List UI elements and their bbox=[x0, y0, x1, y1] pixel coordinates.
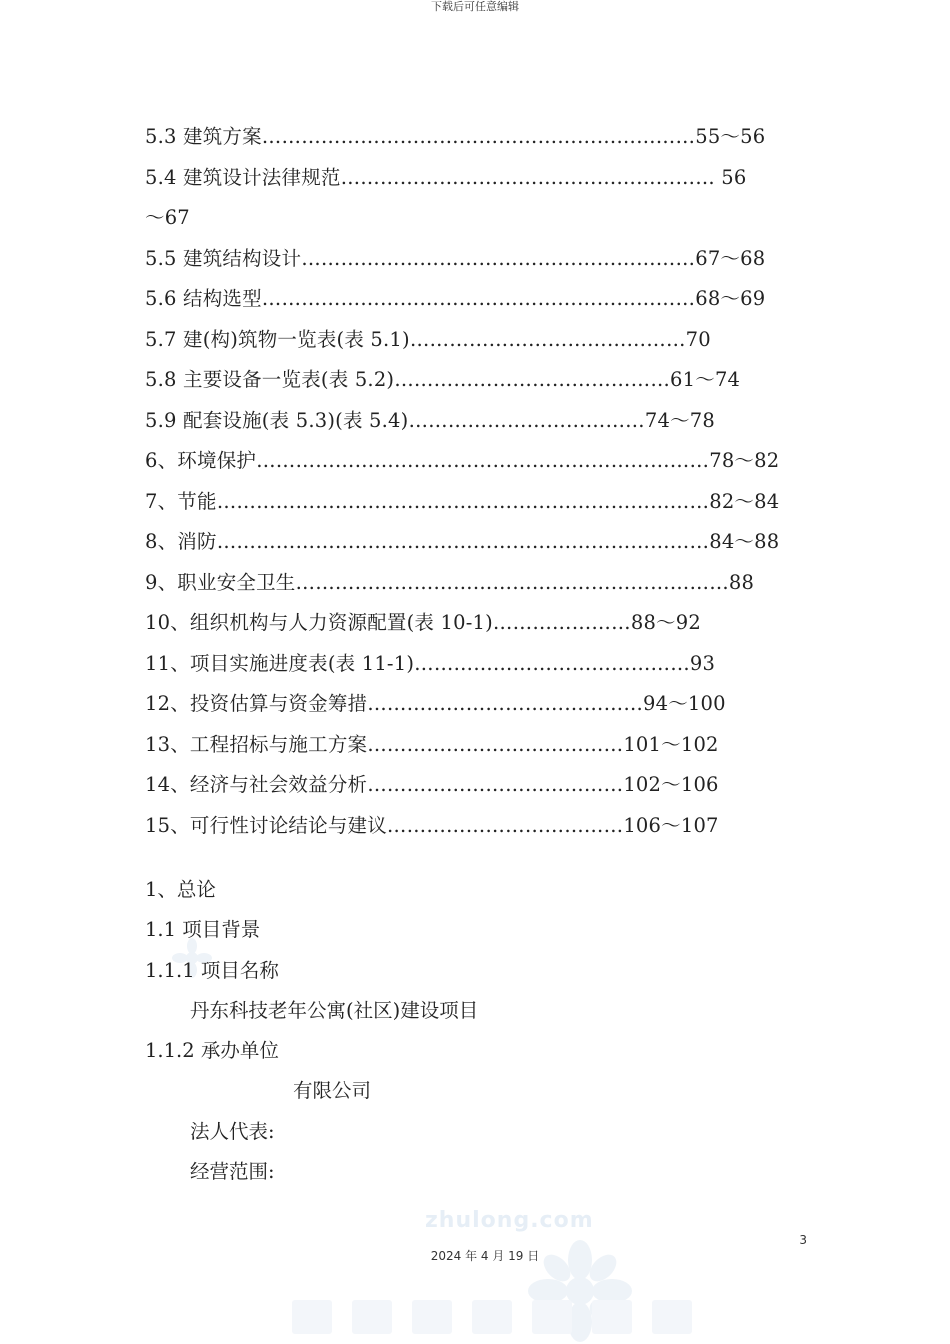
toc-entry: 9、职业安全卫生…………………………………………………………88 bbox=[145, 570, 755, 594]
toc-entry: 5.7 建(构)筑物一览表(表 5.1)……………………………………70 bbox=[145, 327, 711, 351]
watermark-text: zhulong.com bbox=[425, 1208, 594, 1233]
toc-entry: 5.4 建筑设计法律规范………………………………………………… 56 bbox=[145, 165, 747, 189]
toc-entry: 5.6 结构选型…………………………………………………………68～69 bbox=[145, 287, 766, 310]
subsubsection-heading: 1.1.2 承办单位 bbox=[145, 1039, 279, 1063]
page-number: 3 bbox=[799, 1233, 807, 1247]
toc-entry: 11、项目实施进度表(表 11-1)……………………………………93 bbox=[145, 651, 716, 675]
toc-entry: 5.5 建筑结构设计……………………………………………………67～68 bbox=[145, 246, 766, 270]
toc-entry: 5.8 主要设备一览表(表 5.2)……………………………………61～74 bbox=[145, 368, 741, 391]
toc-entry: 8、消防…………………………………………………………………84～88 bbox=[145, 530, 780, 553]
footer-date: 2024 年 4 月 19 日 bbox=[430, 1249, 540, 1263]
toc-entry: 14、经济与社会效益分析…………………………………102～106 bbox=[145, 773, 719, 796]
company-name-text: 有限公司 bbox=[293, 1079, 372, 1103]
subsection-heading: 1.1 项目背景 bbox=[145, 918, 261, 942]
toc-entry: 7、节能…………………………………………………………………82～84 bbox=[145, 489, 780, 513]
toc-entry: 5.3 建筑方案…………………………………………………………55～56 bbox=[145, 125, 766, 148]
table-of-contents bbox=[145, 117, 825, 846]
toc-entry: 5.9 配套设施(表 5.3)(表 5.4)………………………………74～78 bbox=[145, 408, 715, 432]
toc-entry: 6、环境保护……………………………………………………………78～82 bbox=[145, 449, 780, 472]
project-name-text: 丹东科技老年公寓(社区)建设项目 bbox=[190, 998, 479, 1022]
watermark-banner-icon bbox=[282, 1290, 702, 1340]
toc-entry: ～67 bbox=[145, 206, 190, 229]
toc-entry: 15、可行性讨论结论与建议………………………………106～107 bbox=[145, 813, 719, 837]
toc-entry: 10、组织机构与人力资源配置(表 10-1)…………………88～92 bbox=[145, 611, 701, 634]
toc-entry: 13、工程招标与施工方案…………………………………101～102 bbox=[145, 732, 719, 756]
business-scope-label: 经营范围: bbox=[190, 1160, 275, 1184]
document-body bbox=[145, 870, 825, 1192]
subsubsection-heading: 1.1.1 项目名称 bbox=[145, 958, 279, 982]
toc-entry: 12、投资估算与资金筹措……………………………………94～100 bbox=[145, 692, 726, 715]
section-heading: 1、总论 bbox=[145, 878, 216, 901]
page-header: 下载后可任意编辑 bbox=[431, 0, 519, 13]
legal-representative-label: 法人代表: bbox=[190, 1119, 275, 1143]
